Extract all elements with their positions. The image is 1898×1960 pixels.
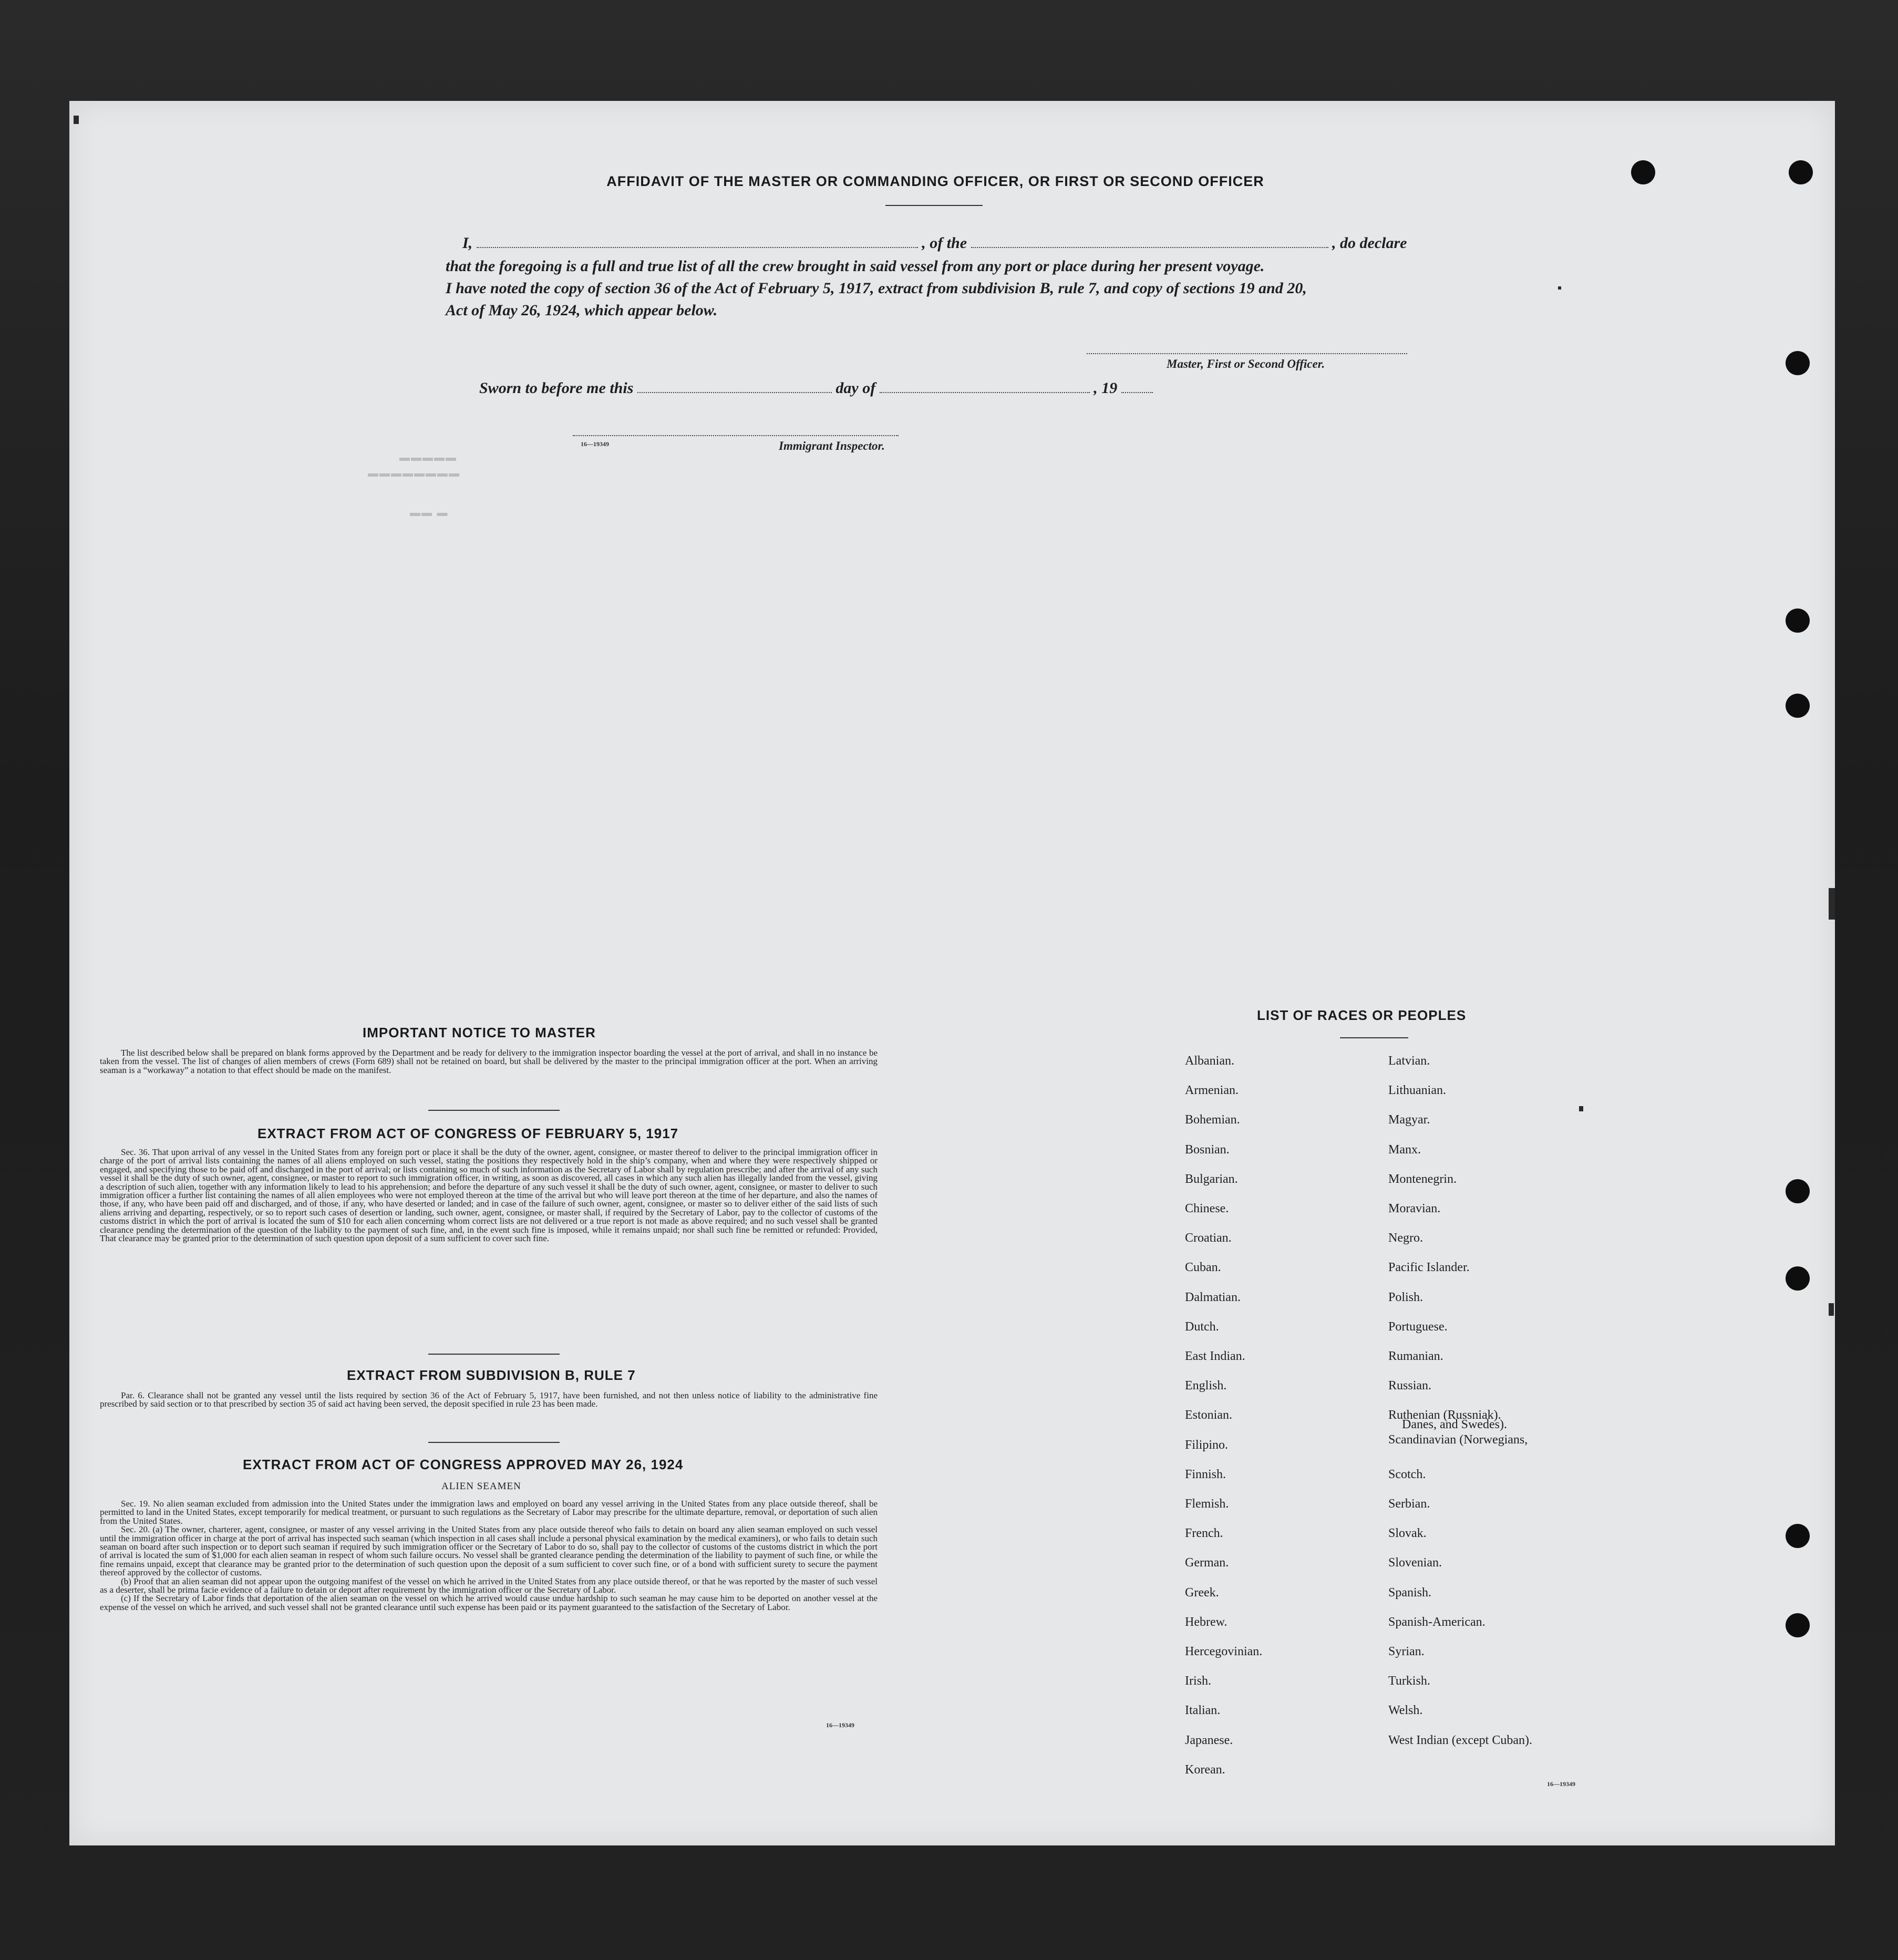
- notice-text: [100, 1049, 878, 1075]
- sworn-line: [479, 379, 1153, 397]
- race-item-left: Greek.: [1185, 1585, 1219, 1600]
- alien-seamen-subheading: ALIEN SEAMEN: [441, 1481, 521, 1492]
- title-divider: [885, 205, 983, 206]
- race-item-left: Chinese.: [1185, 1202, 1229, 1215]
- declare-suffix: , do declare: [1332, 234, 1407, 252]
- race-item-right: Danes, and Swedes).: [1402, 1418, 1507, 1432]
- declaration-line-1: [462, 234, 1407, 252]
- year-label: , 19: [1094, 379, 1118, 397]
- race-item-right: West Indian (except Cuban).: [1388, 1733, 1532, 1747]
- immigrant-inspector-label: Immigrant Inspector.: [779, 439, 885, 452]
- master-signature-label: Master, First or Second Officer.: [1167, 357, 1325, 370]
- speck: [74, 116, 79, 124]
- extract-rule7-paragraph: Par. 6. Clearance shall not be granted any vessel until the lists required by section 36 of the Act of February 5, 1917, have been furnished, and not then unless notice of liability to the administrative fine prescribed by said section or to that prescribed by section 35 of said act having been served, the deposit specified in rule 23 has been made.: [100, 1390, 878, 1409]
- race-item-right: Polish.: [1388, 1290, 1424, 1304]
- race-item-left: Bosnian.: [1185, 1142, 1230, 1157]
- race-item-right: Turkish.: [1388, 1674, 1430, 1688]
- race-item-left: Dutch.: [1185, 1319, 1219, 1334]
- section-divider: [428, 1110, 560, 1111]
- inspector-signature-line[interactable]: [573, 435, 899, 436]
- race-item-left: East Indian.: [1185, 1349, 1245, 1363]
- race-item-right: Magyar.: [1388, 1113, 1430, 1127]
- day-of-label: day of: [835, 379, 876, 397]
- declaration-line-2: that the foregoing is a full and true list of all the crew brought in said vessel from any port or place during her present voyage.: [446, 257, 1265, 275]
- races-form-number: 16—19349: [1547, 1780, 1575, 1788]
- punch-hole-icon: [1786, 351, 1810, 375]
- notice-paragraph: The list described below shall be prepared on blank forms approved by the Department and be ready for delivery to the immigration inspector boarding the vessel at the port of arrival, and shall in no instance be taken from the vessel. The list of changes of alien members of crews (Form 689) shall not be retained on board, but shall be delivered by the master to the principal immigration officer at the port. When an arriving seaman is a “workaway” a notation to that effect should be made on the manifest.: [100, 1048, 878, 1075]
- affidavit-form-number: 16—19349: [581, 440, 609, 448]
- vessel-prefix: , of the: [922, 234, 967, 252]
- races-divider: [1340, 1037, 1408, 1038]
- extract-1924-heading: EXTRACT FROM ACT OF CONGRESS APPROVED MAY 26, 1924: [243, 1457, 684, 1472]
- sworn-day-field[interactable]: [637, 392, 832, 393]
- extract-1924-text: [100, 1500, 878, 1612]
- race-item-left: English.: [1185, 1379, 1227, 1393]
- race-item-left: French.: [1185, 1526, 1223, 1541]
- declaration-line-4: Act of May 26, 1924, which appear below.: [446, 302, 718, 319]
- punch-hole-icon: [1789, 160, 1813, 184]
- sworn-prefix: Sworn to before me this: [479, 379, 634, 397]
- race-item-left: Hebrew.: [1185, 1615, 1227, 1629]
- punch-hole-icon: [1786, 694, 1810, 718]
- race-item-left: Finnish.: [1185, 1467, 1226, 1481]
- sec-20c-paragraph: (c) If the Secretary of Labor finds that deportation of the alien seaman on the vessel on which he arrived would cause undue hardship to such seaman he may cause him to be deported on another vessel at the expense of the vessel on which he arrived, and such vessel shall not be granted clearance until such expense has been paid or its payment guaranteed to the satisfaction of the Secretary of Labor.: [100, 1593, 878, 1612]
- race-item-left: German.: [1185, 1556, 1229, 1570]
- race-item-left: Japanese.: [1185, 1733, 1233, 1747]
- punch-hole-icon: [1786, 1524, 1810, 1548]
- race-item-right: Spanish.: [1388, 1585, 1432, 1600]
- race-item-left: Irish.: [1185, 1674, 1211, 1688]
- race-item-left: Armenian.: [1185, 1084, 1239, 1098]
- punch-hole-icon: [1786, 1179, 1810, 1203]
- punch-hole-icon: [1786, 1266, 1810, 1291]
- bleed-through-mark: ▬▬ ▬: [410, 507, 449, 519]
- speck: [1558, 286, 1561, 290]
- notice-heading: IMPORTANT NOTICE TO MASTER: [363, 1025, 596, 1040]
- sworn-year-field[interactable]: [1121, 392, 1153, 393]
- speck: [1579, 1106, 1583, 1111]
- race-item-right: Pacific Islander.: [1388, 1261, 1470, 1275]
- race-item-right: Slovenian.: [1388, 1556, 1442, 1570]
- extract-1917-text: [100, 1148, 878, 1243]
- sworn-month-field[interactable]: [880, 392, 1090, 393]
- speck: [1829, 888, 1835, 920]
- sec-20a-paragraph: Sec. 20. (a) The owner, charterer, agent, consignee, or master of any vessel arriving in the United States from any place outside thereof who fails to detain on board any alien seaman employed on such vessel until the immigration officer in charge at the port of arrival has inspected such seaman (which inspection in all cases shall include a personal physical examination by the medical examiners), or who fails to detain such seaman on board after such inspection or to deport such seaman if required by such immigration officer or the Secretary of Labor to do so, shall pay to the collector of customs of the customs district in which the port of arrival is located the sum of $1,000 for each alien seaman in respect of whom such failure occurs. No vessel shall be granted clearance pending the determination of the liability to payment of such fine, or while the fine remains unpaid, except that clearance may be granted prior to the determination of such question upon the deposit of a sum sufficient to cover such fine, or of a bond with sufficient surety to secure the payment thereof approved by the collector of customs.: [100, 1524, 878, 1578]
- punch-hole-icon: [1631, 160, 1655, 184]
- race-item-right: Lithuanian.: [1388, 1084, 1446, 1098]
- race-item-left: Bohemian.: [1185, 1113, 1240, 1127]
- sec-19-paragraph: Sec. 19. No alien seaman excluded from admission into the United States under the immigration laws and employed on board any vessel arriving in the United States from any place outside thereof, shall be permitted to land in the United States, except temporarily for medical treatment, or pursuant to such regulations as the Secretary of Labor may prescribe for the ultimate departure, removal, or deportation of such alien from the United States.: [100, 1499, 878, 1526]
- race-item-left: Cuban.: [1185, 1261, 1221, 1275]
- race-item-left: Bulgarian.: [1185, 1172, 1238, 1186]
- bleed-through-mark: ▬▬▬▬▬▬▬▬: [368, 468, 460, 479]
- extract-1917-paragraph: Sec. 36. That upon arrival of any vessel in the United States from any foreign port or place it shall be the duty of the owner, agent, consignee, or master thereof to deliver to the principal immigration officer in charge of the port of arrival lists containing the names of all aliens employed on such vessel, stating the positions they respectively hold in the ship’s company, when and where they were respectively shipped or engaged, and specifying those to be paid off and discharged in the port of arrival; or lists containing so much of such information as the Secretary of Labor shall by regulation prescribe; and after the arrival of any such vessel it shall be the duty of such owner, agent, consignee, or master to report to such immigration officer, in writing, as soon as discovered, all cases in which any such alien has illegally landed from the vessel, giving a description of such alien, together with any information likely to lead to his apprehension; and before the departure of any such vessel it shall be the duty of such owner, agent, consignee, or master to deliver to such immigration officer a further list containing the names of all alien employees who were not employed thereon at the time of the arrival but who will leave port thereon at the time of her departure, and also the names of those, if any, who have been paid off and discharged, and of those, if any, who have deserted or landed; and in case of the failure of such owner, agent, consignee, or master so to deliver either of the said lists of such aliens arriving and departing, respectively, or so to report such cases of desertion or landing, such owner, agent, consignee, or master shall, if required by the Secretary of Labor, pay to the collector of customs of the customs district in which the port of arrival is located the sum of $10 for each alien concerning whom correct lists are not delivered or a true report is not made as above required; and no such vessel shall be granted clearance pending the determination of the question of the liability to the payment of such fine, and, in the event such fine is imposed, while it remains unpaid; nor shall such fine be remitted or refunded: Provided, That clearance may be granted prior to the determination of such question upon deposit of a sum sufficient to cover such fine.: [100, 1147, 878, 1244]
- race-item-left: Croatian.: [1185, 1231, 1232, 1245]
- declarant-prefix: I,: [462, 234, 473, 252]
- race-item-right: Latvian.: [1388, 1054, 1430, 1068]
- section-divider: [428, 1354, 560, 1355]
- section-divider: [428, 1442, 560, 1443]
- race-item-right: Montenegrin.: [1388, 1172, 1457, 1186]
- extract-rule7-text: [100, 1391, 878, 1409]
- race-item-right: Scotch.: [1388, 1467, 1426, 1481]
- race-item-right: Scandinavian (Norwegians,: [1388, 1432, 1528, 1447]
- declarant-name-field[interactable]: [477, 247, 918, 248]
- race-item-right: Slovak.: [1388, 1526, 1427, 1541]
- extract-1917-heading: EXTRACT FROM ACT OF CONGRESS OF FEBRUARY 5, 1917: [257, 1126, 679, 1141]
- bleed-through-mark: ▬▬▬▬▬: [399, 452, 457, 463]
- affidavit-title: AFFIDAVIT OF THE MASTER OR COMMANDING OFFICER, OR FIRST OR SECOND OFFICER: [606, 173, 1264, 189]
- vessel-name-field[interactable]: [971, 247, 1328, 248]
- master-signature-line[interactable]: [1087, 353, 1407, 354]
- races-heading: LIST OF RACES OR PEOPLES: [1257, 1007, 1467, 1023]
- extract-form-number: 16—19349: [826, 1721, 854, 1729]
- race-item-right: Manx.: [1388, 1142, 1421, 1157]
- race-item-left: Estonian.: [1185, 1408, 1232, 1422]
- race-item-left: Albanian.: [1185, 1054, 1234, 1068]
- race-item-left: Italian.: [1185, 1704, 1221, 1718]
- race-item-right: Syrian.: [1388, 1645, 1425, 1658]
- race-item-right: Welsh.: [1388, 1704, 1423, 1718]
- race-item-right: Negro.: [1388, 1231, 1423, 1245]
- race-item-right: Russian.: [1388, 1379, 1432, 1393]
- speck: [1829, 1303, 1834, 1316]
- punch-hole-icon: [1786, 1613, 1810, 1637]
- race-item-left: Dalmatian.: [1185, 1290, 1241, 1304]
- race-item-right: Portuguese.: [1388, 1319, 1448, 1334]
- sec-20b-paragraph: (b) Proof that an alien seaman did not appear upon the outgoing manifest of the vessel on which he arrived in the United States from any place outside thereof, or that he was reported by the master of such vessel as a deserter, shall be prima facie evidence of a failure to detain or deport after requirement by the immigration officer or the Secretary of Labor.: [100, 1576, 878, 1595]
- punch-hole-icon: [1786, 608, 1810, 633]
- race-item-left: Flemish.: [1185, 1497, 1229, 1511]
- race-item-left: Filipino.: [1185, 1438, 1229, 1452]
- race-item-right: Moravian.: [1388, 1202, 1441, 1215]
- race-item-right: Spanish-American.: [1388, 1615, 1486, 1629]
- declaration-line-3: I have noted the copy of section 36 of the Act of February 5, 1917, extract from subdivision B, rule 7, and copy of sections 19 and 20,: [446, 280, 1307, 297]
- extract-rule7-heading: EXTRACT FROM SUBDIVISION B, RULE 7: [347, 1367, 636, 1383]
- race-item-right: Ruthenian (Russniak).: [1388, 1408, 1501, 1422]
- race-item-right: Rumanian.: [1388, 1349, 1443, 1363]
- race-item-right: Serbian.: [1388, 1497, 1430, 1511]
- race-item-left: Korean.: [1185, 1762, 1225, 1777]
- race-item-left: Hercegovinian.: [1185, 1645, 1263, 1658]
